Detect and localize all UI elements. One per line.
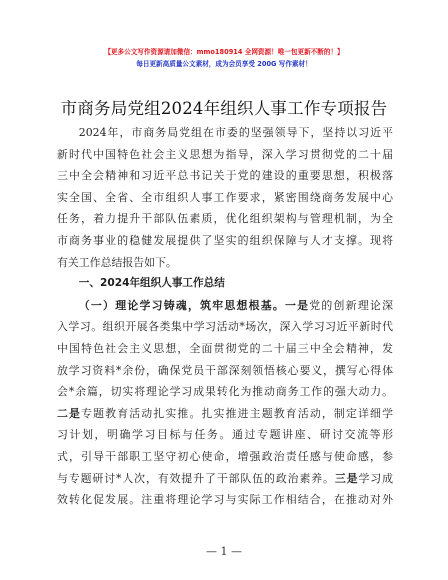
- body-text: 党的创新理论深: [309, 298, 393, 312]
- body-line: [57, 403, 393, 425]
- body-line: 会*余篇，切实将理论学习成果转化为推动商务工作的强大动力。: [57, 385, 393, 399]
- body-line: 有关工作总结报告如下。: [57, 255, 177, 269]
- body-line: 市商务事业的稳健发展提供了坚实的组织保障与人才支撑。现将: [57, 233, 393, 247]
- subsection-line: [57, 295, 393, 317]
- subsection-heading: （一）理论学习铸魂，筑牢思想根基。一是: [78, 298, 310, 312]
- promo-banner-bottom: 每日更新高质量公文素材，成为会员享受 200G 写作素材！: [136, 60, 312, 68]
- body-line: 实全国、全省、全市组织人事工作要求，紧密围绕商务发展中心: [57, 190, 393, 204]
- document-body: [57, 122, 393, 511]
- promo-banner-top: 【更多公文写作资源请加微信：mmo180914 全网资源！唯一包更新不断的！】: [104, 48, 344, 56]
- body-text: 专题教育活动扎实推。扎实推进主题教育活动，制定详细学: [81, 406, 393, 420]
- body-line: 放学习资料*余份，确保党员干部深刻领悟核心要义，撰写心得体: [57, 363, 393, 377]
- page-number: — 1 —: [206, 545, 242, 558]
- body-line: 任务，着力提升干部队伍素质，优化组织架构与管理机制，为全: [57, 212, 393, 226]
- body-text: 学习成: [358, 471, 393, 485]
- document-title: 市商务局党组2024年组织人事工作专项报告: [60, 99, 388, 118]
- body-line: 新时代中国特色社会主义思想为指导，深入学习贯彻党的二十届: [57, 147, 393, 161]
- body-line: 效转化促发展。注重将理论学习与实际工作相结合，在推动对外: [57, 493, 393, 507]
- body-line: 2024年，市商务局党组在市委的坚强领导下，坚持以习近平: [78, 126, 393, 139]
- body-line: 中国特色社会主义思想，全面贯彻党的二十届三中全会精神，发: [57, 341, 393, 355]
- body-line: [57, 468, 393, 490]
- body-line: 入学习。组织开展各类集中学习活动*场次，深入学习习近平新时代: [57, 320, 393, 334]
- body-line: 式，引导干部职工坚守初心使命，增强政治责任感与使命感，参: [57, 449, 393, 463]
- point-marker: 三是: [334, 471, 359, 485]
- point-marker: 二是: [57, 406, 82, 420]
- body-text: 与专题研讨*人次，有效提升了干部队伍的政治素养。: [57, 471, 335, 485]
- body-line: 三中全会精神和习近平总书记关于党的建设的重要思想，积极落: [57, 169, 393, 183]
- section-heading: 一、2024年组织人事工作总结: [78, 277, 225, 290]
- body-line: 习计划，明确学习目标与任务。通过专题讲座、研讨交流等形: [57, 428, 393, 442]
